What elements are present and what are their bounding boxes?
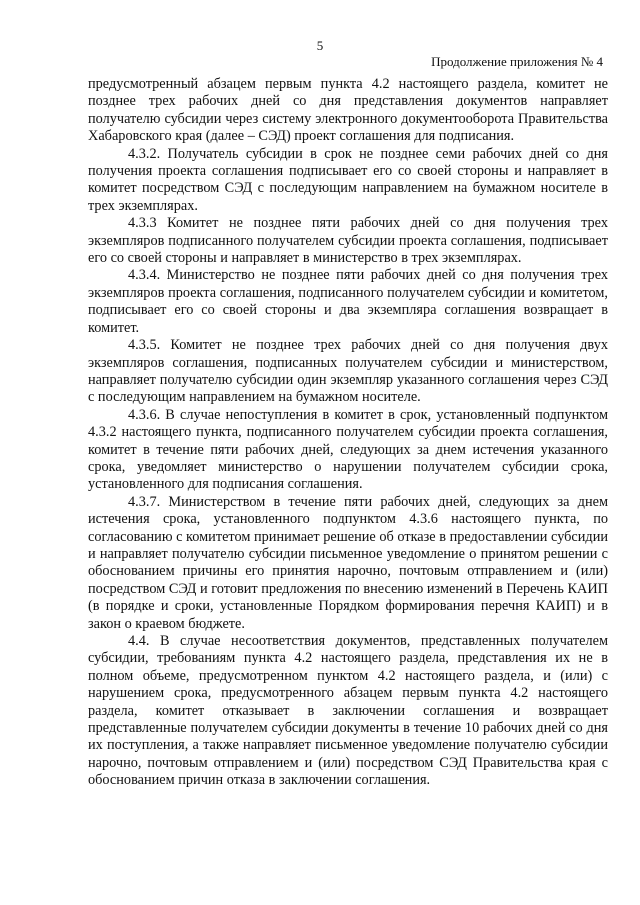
paragraph-4-3-6: 4.3.6. В случае непоступления в комитет в срок, установленный подпунктом 4.3.2 настоящего пункта, подписанного получателем субсидии проекта соглашения, комитет в течение пяти рабочих дней, следующих за днем истечения указанного срока, уведомляет министерство о нарушении получателем субсидии срока, установленного для подписания соглашения. xyxy=(88,406,608,493)
paragraph-4-3-4: 4.3.4. Министерство не позднее пяти рабочих дней со дня получения трех экземпляров проекта соглашения, подписанного получателем субсидии и комитетом, подписывает его со своей стороны и два экземпляра соглашения возвращает в комитет. xyxy=(88,267,608,336)
document-body xyxy=(88,76,608,790)
paragraph-continuation: предусмотренный абзацем первым пункта 4.2 настоящего раздела, комитет не позднее трех рабочих дней со дня представления документов направляет получателю субсидии через систему электронного документооборота Правительства Хабаровского края (далее – СЭД) проект соглашения для подписания. xyxy=(88,76,608,145)
paragraph-4-3-5: 4.3.5. Комитет не позднее трех рабочих дней со дня получения двух экземпляров соглашения, подписанных получателем субсидии и министерством, направляет получателю субсидии один экземпляр указанного соглашения через СЭД с последующим направлением на бумажном носителе. xyxy=(88,337,608,406)
paragraph-4-4: 4.4. В случае несоответствия документов, представленных получателем субсидии, требованиям пункта 4.2 настоящего раздела, представления их не в полном объеме, предусмотренном пунктом 4.2 настоящего раздела, и (или) с нарушением срока, предусмотренного абзацем первым пункта 4.2 настоящего раздела, комитет отказывает в заключении соглашения и возвращает представленные получателем субсидии документы в течение 10 рабочих дней со дня их поступления, а также направляет письменное уведомление получателю субсидии нарочно, почтовым отправлением и (или) посредством СЭД Правительства края с обоснованием причин отказа в заключении соглашения. xyxy=(88,633,608,789)
paragraph-4-3-7: 4.3.7. Министерством в течение пяти рабочих дней, следующих за днем истечения срока, установленного подпунктом 4.3.6 настоящего пункта, по согласованию с комитетом принимает решение об отказе в предоставлении субсидии и направляет получателю субсидии письменное уведомление о принятом решении с обоснованием причины его принятия нарочно, почтовым отправлением и (или) посредством СЭД и готовит предложения по внесению изменений в Перечень КАИП (в порядке и сроки, установленные Порядком формирования перечня КАИП) и в закон о краевом бюджете. xyxy=(88,493,608,632)
paragraph-4-3-3: 4.3.3 Комитет не позднее пяти рабочих дней со дня получения трех экземпляров подписанного получателем субсидии проекта соглашения, подписывает его со своей стороны и направляет в министерство в трех экземплярах. xyxy=(88,215,608,267)
running-header: Продолжение приложения № 4 xyxy=(431,54,603,69)
page-number: 5 xyxy=(316,38,324,53)
paragraph-4-3-2: 4.3.2. Получатель субсидии в срок не позднее семи рабочих дней со дня получения проекта соглашения подписывает его со своей стороны и направляет в комитет посредством СЭД с последующим направлением на бумажном носителе в трех экземплярах. xyxy=(88,145,608,214)
